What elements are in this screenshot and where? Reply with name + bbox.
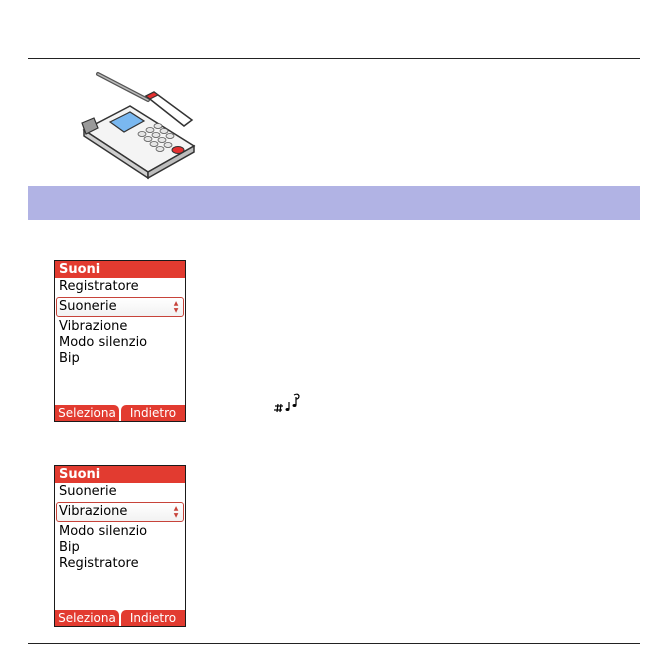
select-softkey[interactable]: Seleziona [55, 405, 119, 421]
menu-item-selected[interactable] [56, 502, 184, 522]
back-softkey[interactable]: Indietro [121, 405, 185, 421]
menu-item-label: Suonerie [59, 299, 117, 314]
back-softkey[interactable]: Indietro [121, 610, 185, 626]
select-softkey[interactable]: Seleziona [55, 610, 119, 626]
menu-item[interactable]: Registratore [59, 279, 139, 294]
menu-item[interactable]: Registratore [59, 556, 139, 571]
scroll-arrows-icon: ▲ ▼ [173, 505, 179, 519]
menu-item[interactable]: Suonerie [59, 484, 117, 499]
menu-item[interactable]: Modo silenzio [59, 335, 148, 350]
softkey-bar [55, 610, 185, 626]
menu-item[interactable]: Bip [59, 540, 80, 555]
screen-title: Suoni [55, 261, 185, 278]
phone-screen-1 [54, 260, 186, 422]
menu-item[interactable]: Bip [59, 351, 80, 366]
phone-screwdriver-icon [72, 68, 202, 180]
softkey-bar [55, 405, 185, 421]
bottom-rule [28, 643, 640, 644]
menu-list [55, 279, 185, 367]
menu-item[interactable]: Vibrazione [59, 319, 128, 334]
menu-item-label: Vibrazione [59, 504, 128, 519]
menu-item-selected[interactable] [56, 297, 184, 317]
screen-title: Suoni [55, 466, 185, 483]
section-band [28, 186, 640, 220]
scroll-arrows-icon: ▲ ▼ [173, 300, 179, 314]
menu-item[interactable]: Modo silenzio [59, 524, 148, 539]
phone-screen-2 [54, 465, 186, 627]
menu-list [55, 484, 185, 572]
top-rule [28, 58, 640, 59]
ringtone-icon [272, 393, 304, 413]
